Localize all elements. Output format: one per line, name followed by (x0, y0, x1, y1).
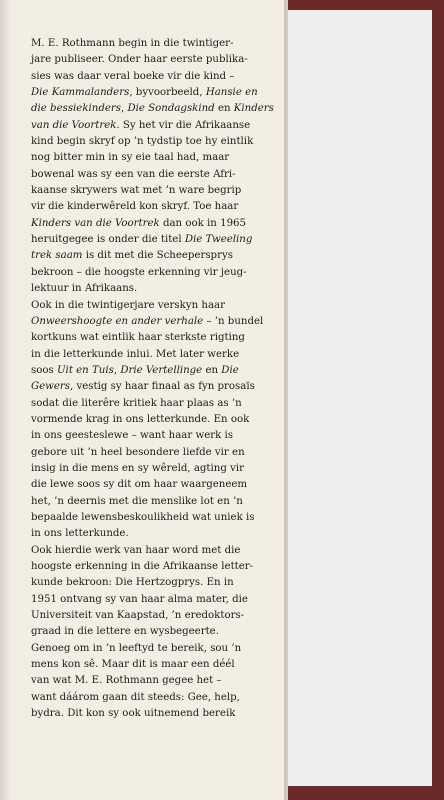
italic-title: die bessiekinders (31, 103, 121, 115)
italic-title: Die Sondagskind (127, 103, 215, 115)
text-segment: soos (31, 364, 57, 376)
text-line (31, 575, 277, 591)
text-segment: in ons letterkunde. (31, 528, 129, 540)
scan-edge (0, 0, 12, 800)
text-segment: , (113, 364, 121, 376)
text-line (31, 85, 277, 101)
italic-title: Kinders van die Voortrek (31, 217, 160, 229)
italic-title: Die (221, 364, 239, 376)
text-line (31, 477, 277, 493)
text-segment: bowenal was sy een van die eerste Afri- (31, 168, 236, 180)
italic-title: Hansie en (205, 87, 258, 99)
text-segment: sies was daar veral boeke vir die kind – (31, 70, 235, 82)
text-segment: het, ’n deernis met die menslike lot en ’n (31, 495, 243, 507)
text-line (31, 232, 277, 248)
text-line (31, 69, 277, 85)
text-segment: bekroon – die hoogste erkenning vir jeug- (31, 266, 247, 278)
text-segment: – ’n bundel (203, 315, 264, 327)
italic-title: Drie Vertellinge (120, 364, 203, 376)
italic-title: Die Kammalanders (31, 87, 130, 99)
text-line (31, 134, 277, 150)
flap-text (31, 36, 277, 722)
text-line (31, 314, 277, 330)
italic-title: trek saam (31, 250, 83, 262)
text-segment: kunde bekroon: Die Hertzogprys. En in (31, 577, 234, 589)
text-line (31, 526, 277, 542)
text-segment: M. E. Rothmann begin in die twintiger- (31, 38, 234, 49)
text-line (31, 281, 277, 297)
italic-title: van die Voortrek (31, 119, 117, 131)
text-segment: vir die kinderwêreld kon skryf. Toe haar (31, 201, 239, 213)
text-segment: heruitgegee is onder die titel (31, 234, 185, 246)
text-line (31, 396, 277, 412)
book-board-cover (288, 0, 444, 800)
text-line (31, 657, 277, 673)
text-segment: sodat die literêre kritiek haar plaas as ’n (31, 397, 242, 409)
text-line (31, 445, 277, 461)
text-segment: lektuur in Afrikaans. (31, 283, 138, 295)
italic-title: Uit en Tuis (56, 364, 114, 376)
text-line (31, 216, 277, 232)
text-segment: in die letterkunde inlui. Met later werke (31, 348, 240, 360)
text-line (31, 199, 277, 215)
text-segment: Genoeg om in ’n leeftyd te bereik, sou ’n (31, 642, 242, 654)
italic-title: Kinders (233, 103, 274, 115)
text-segment: , vestig sy haar finaal as fyn prosaïs (70, 381, 255, 393)
text-line (31, 592, 277, 608)
text-segment: . Sy het vir die Afrikaanse (116, 119, 251, 131)
binding-edge-top (288, 0, 444, 10)
text-line (31, 461, 277, 477)
text-line (31, 248, 277, 264)
italic-title: Onweershoogte en ander verhale (31, 315, 204, 327)
text-line (31, 183, 277, 199)
text-segment: 1951 ontvang sy van haar alma mater, die (31, 593, 248, 605)
text-line (31, 510, 277, 526)
text-segment: want dáárom gaan dit steeds: Gee, help, (31, 691, 240, 703)
text-segment: vormende krag in ons letterkunde. En ook (31, 413, 250, 425)
text-line (31, 347, 277, 363)
text-line (31, 428, 277, 444)
text-segment: Universiteit van Kaapstad, ’n eredoktors- (31, 610, 245, 622)
italic-title: Die Tweeling (184, 234, 253, 246)
text-segment: is dit met die Scheepersprys (82, 250, 233, 262)
text-segment: Ook in die twintigerjare verskyn haar (31, 299, 225, 311)
text-line (31, 298, 277, 314)
text-segment: en (214, 103, 234, 115)
text-segment: , (120, 103, 128, 115)
text-line (31, 624, 277, 640)
text-line (31, 608, 277, 624)
text-segment: bydra. Dit kon sy ook uitnemend bereik (31, 708, 236, 720)
text-line (31, 330, 277, 346)
text-line (31, 543, 277, 559)
text-segment: graad in die lettere en wysbegeerte. (31, 626, 219, 638)
text-segment: insig in die mens en sy wêreld, agting vir (31, 462, 244, 474)
text-line (31, 494, 277, 510)
italic-title: Gewers (31, 381, 71, 393)
text-line (31, 363, 277, 379)
binding-edge-bottom (288, 786, 444, 800)
text-line (31, 412, 277, 428)
text-line (31, 101, 277, 117)
text-segment: dan ook in 1965 (159, 217, 247, 229)
text-segment: kind begin skryf op ’n tydstip toe hy eintlik (31, 136, 254, 148)
text-segment: bepaalde lewensbeskoulikheid wat uniek is (31, 511, 255, 523)
text-segment: kortkuns wat eintlik haar sterkste rigting (31, 332, 245, 344)
text-line (31, 52, 277, 68)
text-line (31, 36, 277, 52)
text-segment: Ook hierdie werk van haar word met die (31, 544, 241, 556)
text-segment: van wat M. E. Rothmann gegee het – (31, 675, 222, 687)
text-line (31, 150, 277, 166)
text-segment: jare publiseer. Onder haar eerste publika- (31, 54, 248, 66)
binding-edge-right (432, 0, 444, 800)
text-segment: , byvoorbeeld, (129, 87, 206, 99)
text-segment: mens kon sê. Maar dit is maar een déél (31, 659, 235, 671)
text-line (31, 167, 277, 183)
text-segment: in ons geesteslewe – want haar werk is (31, 430, 234, 442)
text-line (31, 559, 277, 575)
text-segment: en (202, 364, 222, 376)
text-segment: kaanse skrywers wat met ’n ware begrip (31, 185, 242, 197)
text-line (31, 118, 277, 134)
text-line (31, 641, 277, 657)
text-line (31, 673, 277, 689)
text-line (31, 690, 277, 706)
text-line (31, 706, 277, 722)
text-line (31, 265, 277, 281)
text-segment: die lewe soos sy dit om haar waargeneem (31, 479, 248, 491)
text-segment: hoogste erkenning in die Afrikaanse letter- (31, 561, 254, 572)
text-segment: nog bitter min in sy eie taal had, maar (31, 152, 230, 164)
text-line (31, 379, 277, 395)
text-segment: gebore uit ’n heel besondere liefde vir en (31, 446, 245, 458)
